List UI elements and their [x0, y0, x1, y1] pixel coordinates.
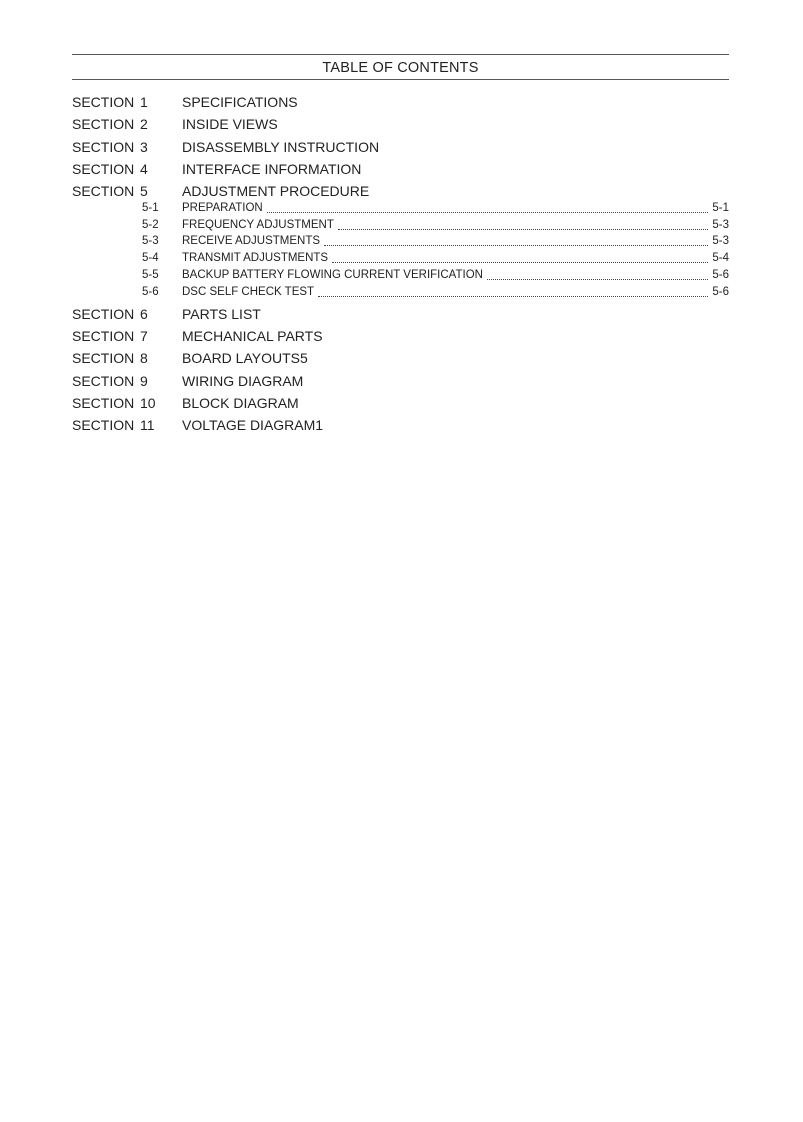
subsection-number: 5-5 [142, 269, 159, 281]
section-number: 3 [140, 139, 148, 155]
section-number: 11 [140, 417, 155, 433]
section-label: SECTION [72, 116, 135, 132]
dot-leader [338, 229, 709, 230]
dot-leader [332, 262, 708, 263]
subsection-number: 5-1 [142, 202, 159, 214]
section-label: SECTION [72, 417, 135, 433]
subsection-name: PREPARATION [182, 202, 263, 214]
subsection-name: FREQUENCY ADJUSTMENT [182, 219, 334, 231]
section-name: VOLTAGE DIAGRAM1 [182, 417, 324, 433]
toc-subsection-5-3[interactable] [142, 235, 729, 249]
page-title: TABLE OF CONTENTS [322, 60, 479, 76]
dot-leader [324, 245, 708, 246]
dot-leader [318, 296, 708, 297]
dot-leader [267, 212, 709, 213]
toc-subsection-5-2[interactable] [142, 219, 729, 233]
subsection-name: RECEIVE ADJUSTMENTS [182, 235, 321, 247]
section-number: 9 [140, 373, 148, 389]
section-number: 4 [140, 161, 148, 177]
title-underline [72, 79, 729, 80]
section-name: SPECIFICATIONS [182, 94, 298, 110]
section-name: BOARD LAYOUTS5 [182, 350, 308, 366]
section-name: INTERFACE INFORMATION [182, 161, 362, 177]
section-label: SECTION [72, 306, 135, 322]
section-number: 1 [140, 94, 148, 110]
section-name: PARTS LIST [182, 306, 261, 322]
subsection-page: 5-3 [712, 219, 729, 231]
section-number: 10 [140, 395, 156, 411]
section-number: 2 [140, 116, 148, 132]
section-name: BLOCK DIAGRAM [182, 395, 299, 411]
subsection-name: BACKUP BATTERY FLOWING CURRENT VERIFICATION [182, 269, 483, 281]
section-label: SECTION [72, 183, 135, 199]
subsection-number: 5-2 [142, 219, 159, 231]
subsection-page: 5-1 [712, 202, 729, 214]
subsection-page: 5-3 [712, 235, 729, 247]
section-label: SECTION [72, 395, 135, 411]
section-label: SECTION [72, 373, 135, 389]
section-name: INSIDE VIEWS [182, 116, 278, 132]
section-number: 8 [140, 350, 148, 366]
subsection-page: 5-6 [712, 269, 729, 281]
toc-subsection-5-4[interactable] [142, 252, 729, 266]
section-name: WIRING DIAGRAM [182, 373, 304, 389]
section-label: SECTION [72, 161, 135, 177]
toc-subsection-5-1[interactable] [142, 202, 729, 216]
subsection-number: 5-6 [142, 286, 159, 298]
section-label: SECTION [72, 94, 135, 110]
section-name: DISASSEMBLY INSTRUCTION [182, 139, 380, 155]
top-rule [72, 54, 729, 55]
section-name: ADJUSTMENT PROCEDURE [182, 183, 370, 199]
dot-leader [487, 279, 708, 280]
subsection-name: TRANSMIT ADJUSTMENTS [182, 252, 329, 264]
section-label: SECTION [72, 139, 135, 155]
section-number: 7 [140, 328, 148, 344]
toc-subsection-5-6[interactable] [142, 286, 729, 300]
subsection-page: 5-4 [712, 252, 729, 264]
toc-subsection-5-5[interactable] [142, 269, 729, 283]
subsection-number: 5-3 [142, 235, 159, 247]
section-number: 6 [140, 306, 148, 322]
section-label: SECTION [72, 350, 135, 366]
subsection-page: 5-6 [712, 286, 729, 298]
subsection-name: DSC SELF CHECK TEST [182, 286, 315, 298]
section-name: MECHANICAL PARTS [182, 328, 323, 344]
section-label: SECTION [72, 328, 135, 344]
section-number: 5 [140, 183, 148, 199]
subsection-number: 5-4 [142, 252, 159, 264]
